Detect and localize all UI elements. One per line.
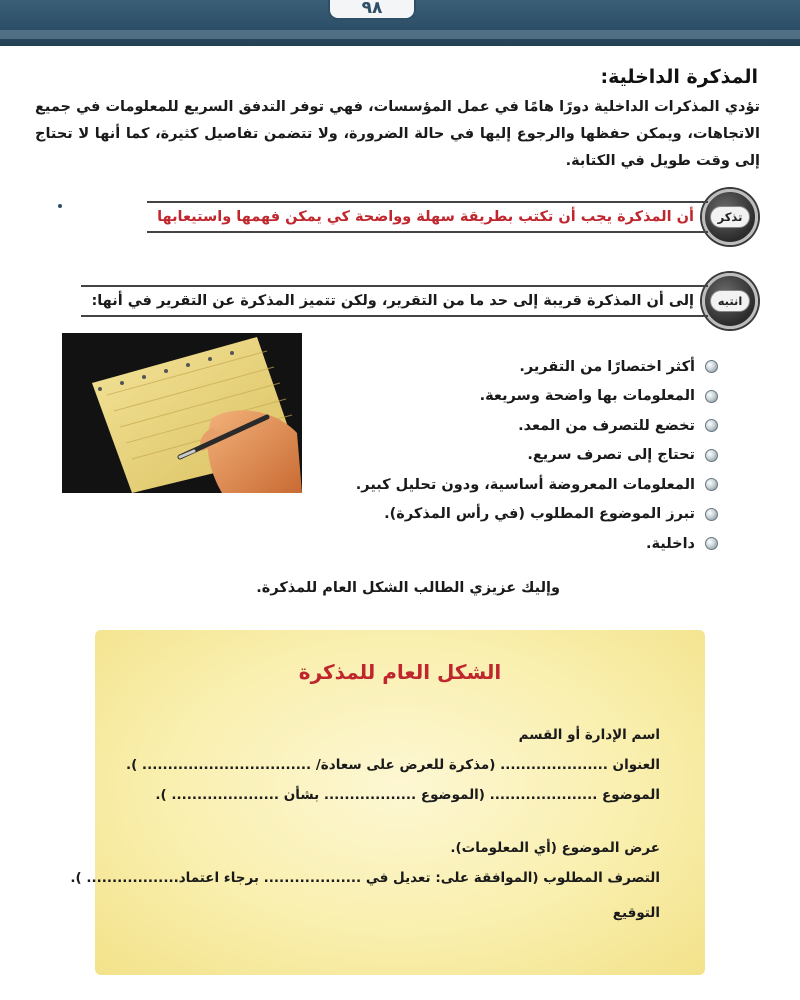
list-item (318, 529, 718, 559)
hand-writing-pen-photo (62, 333, 302, 493)
list-item-text: تبرز الموضوع المطلوب (في رأس المذكرة). (384, 506, 695, 523)
circle-bullet-icon (705, 390, 718, 403)
memo-features-list (318, 352, 718, 559)
remember-text: أن المذكرة يجب أن تكتب بطريقة سهلة وواضحة كي يمكن فهمها واستيعابها (147, 201, 708, 233)
list-item (318, 382, 718, 412)
remember-badge-label: تذكر (710, 206, 750, 228)
closing-sentence: وإليك عزيزي الطالب الشكل العام للمذكرة. (256, 580, 560, 596)
list-item (318, 352, 718, 382)
attention-callout (58, 270, 758, 332)
list-item (318, 411, 718, 441)
circle-bullet-icon (705, 537, 718, 550)
attention-text: إلى أن المذكرة قريبة إلى حد ما من التقرير، ولكن تتميز المذكرة عن التقرير في أنها: (81, 285, 708, 317)
list-item-text: تحتاج إلى تصرف سريع. (527, 447, 695, 464)
circle-bullet-icon (705, 360, 718, 373)
list-item-text: داخلية. (645, 535, 695, 552)
memo-presentation-line: عرض الموضوع (أي المعلومات). (450, 840, 660, 856)
list-item (318, 441, 718, 471)
memo-subject-line: الموضوع ..................... (الموضوع .................. بشأن ..................... ). (155, 787, 660, 803)
circle-bullet-icon (705, 449, 718, 462)
memo-address-line: العنوان ..................... (مذكرة للعرض على سعادة/ ................................. ). (125, 757, 660, 773)
memo-action-line: التصرف المطلوب (الموافقة على: تعديل في ................... برجاء اعتماد.................. ). (70, 870, 660, 886)
circle-bullet-icon (705, 419, 718, 432)
attention-badge-icon (702, 273, 758, 329)
circle-bullet-icon (705, 508, 718, 521)
remember-badge-icon (702, 189, 758, 245)
page-number: ٩٨ (328, 0, 416, 20)
remember-callout (58, 186, 758, 248)
attention-badge-label: انتبه (710, 290, 750, 312)
list-item (318, 470, 718, 500)
memo-department-line: اسم الإدارة أو القسم (518, 727, 660, 743)
memo-signature-line: التوقيع (612, 905, 660, 921)
list-item-text: أكثر اختصارًا من التقرير. (519, 358, 695, 375)
list-item (318, 500, 718, 530)
intro-paragraph: تؤدي المذكرات الداخلية دورًا هامًا في عمل المؤسسات، فهي توفر التدفق السريع للمعلومات في جميع الاتجاهات، ويمكن حفظها والرجوع إليها في حالة الضرورة، ولا تتضمن تفاصيل كثيرة، كما أنها لا تحتاج إلى وقت طويل في الكتابة. (35, 99, 760, 169)
list-item-text: المعلومات المعروضة أساسية، ودون تحليل كبير. (355, 476, 695, 493)
header-stripe (0, 30, 800, 39)
memo-title: الشكل العام للمذكرة (298, 660, 502, 684)
memo-template-box (70, 630, 705, 975)
list-item-text: المعلومات بها واضحة وسريعة. (479, 388, 695, 405)
section-title: المذكرة الداخلية: (600, 66, 758, 88)
circle-bullet-icon (705, 478, 718, 491)
list-item-text: تخضع للتصرف من المعد. (518, 417, 695, 434)
hand-writing-photo (62, 333, 302, 493)
